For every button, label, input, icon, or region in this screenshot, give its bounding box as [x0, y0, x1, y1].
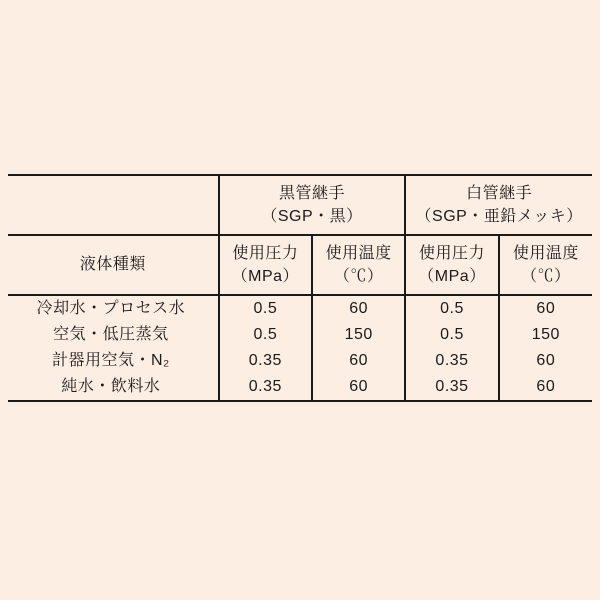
row-black-pressure: 0.5	[219, 295, 312, 322]
row-white-temp: 60	[499, 348, 592, 374]
sub-header-black-pressure-line1: 使用圧力	[232, 244, 299, 262]
sub-header-black-pressure-line2: （MPa）	[231, 268, 300, 285]
group-header-blank-cell	[8, 175, 219, 235]
group-header-white-line2: （SGP・亜鉛メッキ）	[415, 208, 583, 225]
group-header-black-line2: （SGP・黒）	[261, 208, 363, 225]
row-black-temp: 60	[312, 348, 405, 374]
row-black-temp: 60	[312, 295, 405, 322]
sub-header-white-temp-line1: 使用温度	[512, 244, 579, 262]
sub-header-white-pressure-line2: （MPa）	[418, 268, 486, 285]
table-row	[8, 374, 592, 401]
sub-header-black-temp	[312, 235, 405, 295]
sub-header-white-temp-line2: （℃）	[521, 268, 571, 285]
spec-table-container	[8, 174, 592, 402]
group-header-black-line1: 黒管継手	[279, 184, 346, 202]
kind-column-header: 液体種類	[8, 235, 219, 295]
table-row	[8, 295, 592, 322]
table-row	[8, 348, 592, 374]
row-white-pressure: 0.5	[405, 295, 498, 322]
group-header-black	[219, 175, 406, 235]
sub-header-white-temp	[499, 235, 592, 295]
table-sub-header-row	[8, 235, 592, 295]
sub-header-black-temp-line2: （℃）	[333, 268, 384, 285]
row-black-pressure: 0.35	[219, 348, 312, 374]
row-kind: 空気・低圧蒸気	[53, 326, 169, 344]
row-kind: 計器用空気・N₂	[51, 352, 170, 370]
row-black-pressure: 0.5	[219, 322, 312, 348]
row-kind: 冷却水・プロセス水	[36, 300, 186, 318]
row-white-pressure: 0.35	[405, 348, 498, 374]
row-black-temp: 60	[312, 374, 405, 401]
group-header-white	[405, 175, 592, 235]
row-white-temp: 60	[499, 295, 592, 322]
sub-header-black-pressure	[219, 235, 312, 295]
row-white-pressure: 0.5	[405, 322, 498, 348]
row-white-pressure: 0.35	[405, 374, 498, 401]
table-group-header-row	[8, 175, 592, 235]
sub-header-white-pressure	[405, 235, 498, 295]
row-black-pressure: 0.35	[219, 374, 312, 401]
group-header-white-line1: 白管継手	[466, 184, 533, 202]
row-white-temp: 60	[499, 374, 592, 401]
table-row	[8, 322, 592, 348]
row-white-temp: 150	[499, 322, 592, 348]
row-black-temp: 150	[312, 322, 405, 348]
row-kind: 純水・飲料水	[8, 374, 219, 401]
sub-header-white-pressure-line1: 使用圧力	[418, 244, 485, 262]
sub-header-black-temp-line1: 使用温度	[325, 244, 392, 262]
piping-spec-table	[8, 174, 592, 402]
